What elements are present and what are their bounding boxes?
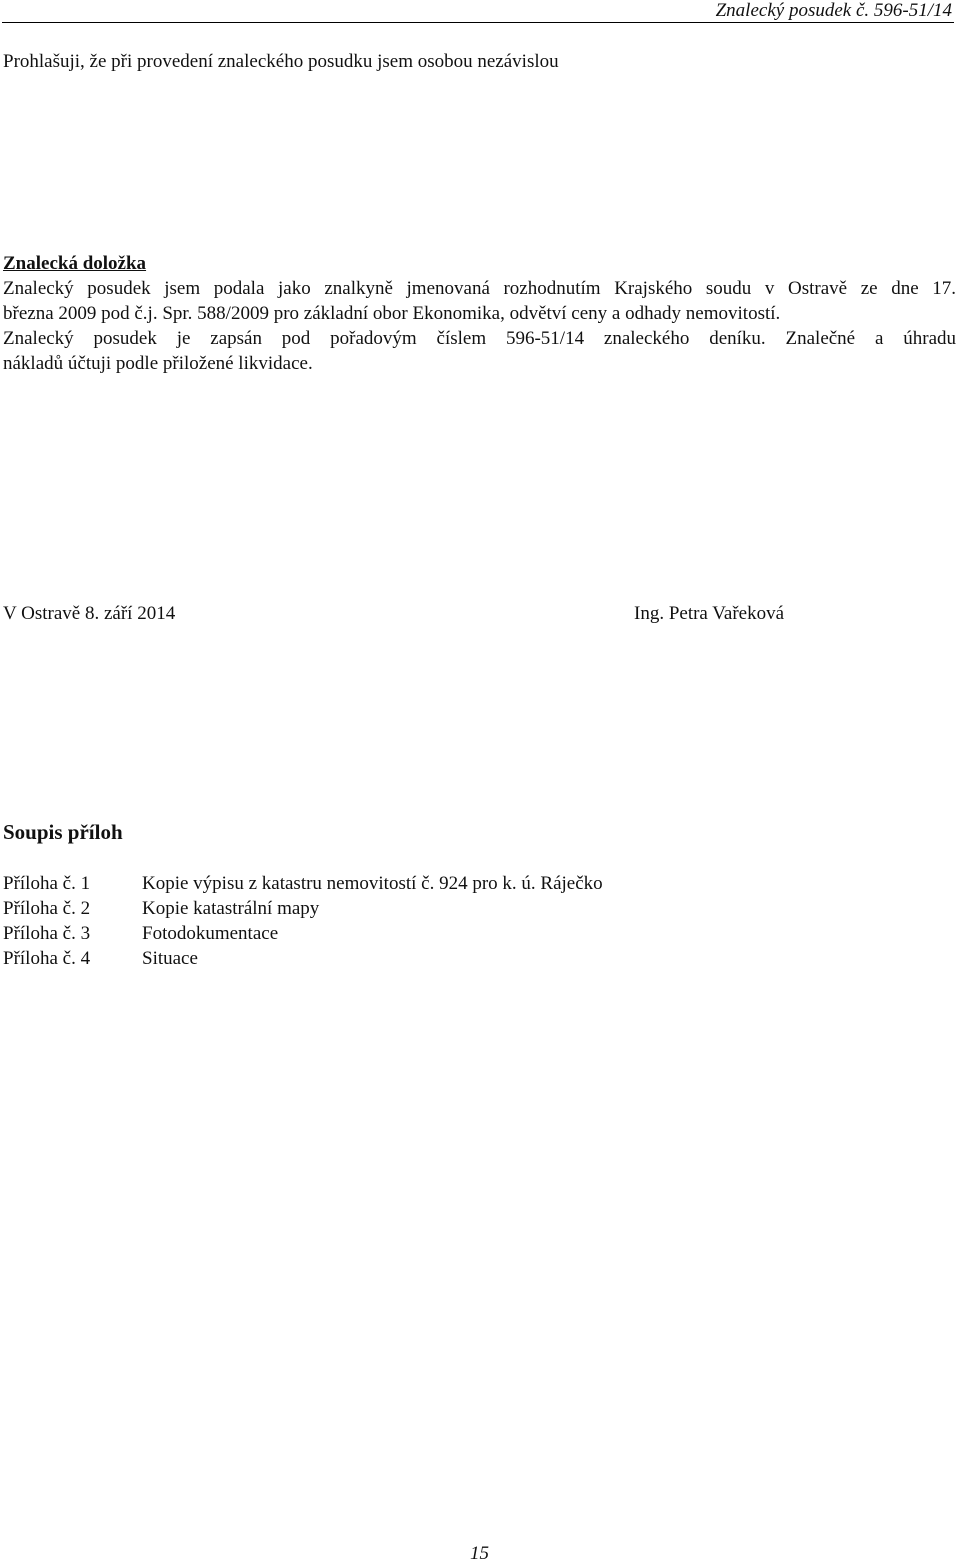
attachment-row xyxy=(3,921,603,946)
expert-clause-line: března 2009 pod č.j. Spr. 588/2009 pro základní obor Ekonomika, odvětví ceny a odhady nemovitostí. xyxy=(3,303,781,324)
independence-declaration: Prohlašuji, že při provedení znaleckého posudku jsem osobou nezávislou xyxy=(3,51,559,72)
attachment-row xyxy=(3,946,603,971)
attachment-label: Příloha č. 4 xyxy=(3,948,91,969)
attachment-description: Kopie výpisu z katastru nemovitostí č. 924 pro k. ú. Ráječko xyxy=(142,873,603,894)
attachment-description: Fotodokumentace xyxy=(142,923,279,944)
attachment-label: Příloha č. 3 xyxy=(3,923,91,944)
signatory-name: Ing. Petra Vařeková xyxy=(634,603,785,624)
expert-clause-line: nákladů účtuji podle přiložené likvidace. xyxy=(3,353,313,374)
header-document-number: Znalecký posudek č. 596-51/14 xyxy=(715,0,952,21)
place-and-date: V Ostravě 8. září 2014 xyxy=(3,603,176,624)
page-header xyxy=(2,0,954,23)
attachment-label: Příloha č. 2 xyxy=(3,898,91,919)
expert-clause-body xyxy=(3,276,956,376)
attachment-description: Situace xyxy=(142,948,198,969)
expert-clause-title: Znalecká doložka xyxy=(3,253,147,274)
attachment-description: Kopie katastrální mapy xyxy=(142,898,320,919)
attachments-list xyxy=(3,871,603,971)
expert-clause-line: Znalecký posudek je zapsán pod pořadovým číslem 596-51/14 znaleckého deníku. Znalečné a úhradu xyxy=(3,328,956,349)
attachments-title: Soupis příloh xyxy=(3,820,123,844)
attachment-label: Příloha č. 1 xyxy=(3,873,91,894)
page-number: 15 xyxy=(470,1543,489,1564)
expert-clause-line: Znalecký posudek jsem podala jako znalkyně jmenovaná rozhodnutím Krajského soudu v Ostravě ze dne 17. xyxy=(3,278,956,299)
attachment-row xyxy=(3,896,603,921)
attachment-row xyxy=(3,871,603,896)
